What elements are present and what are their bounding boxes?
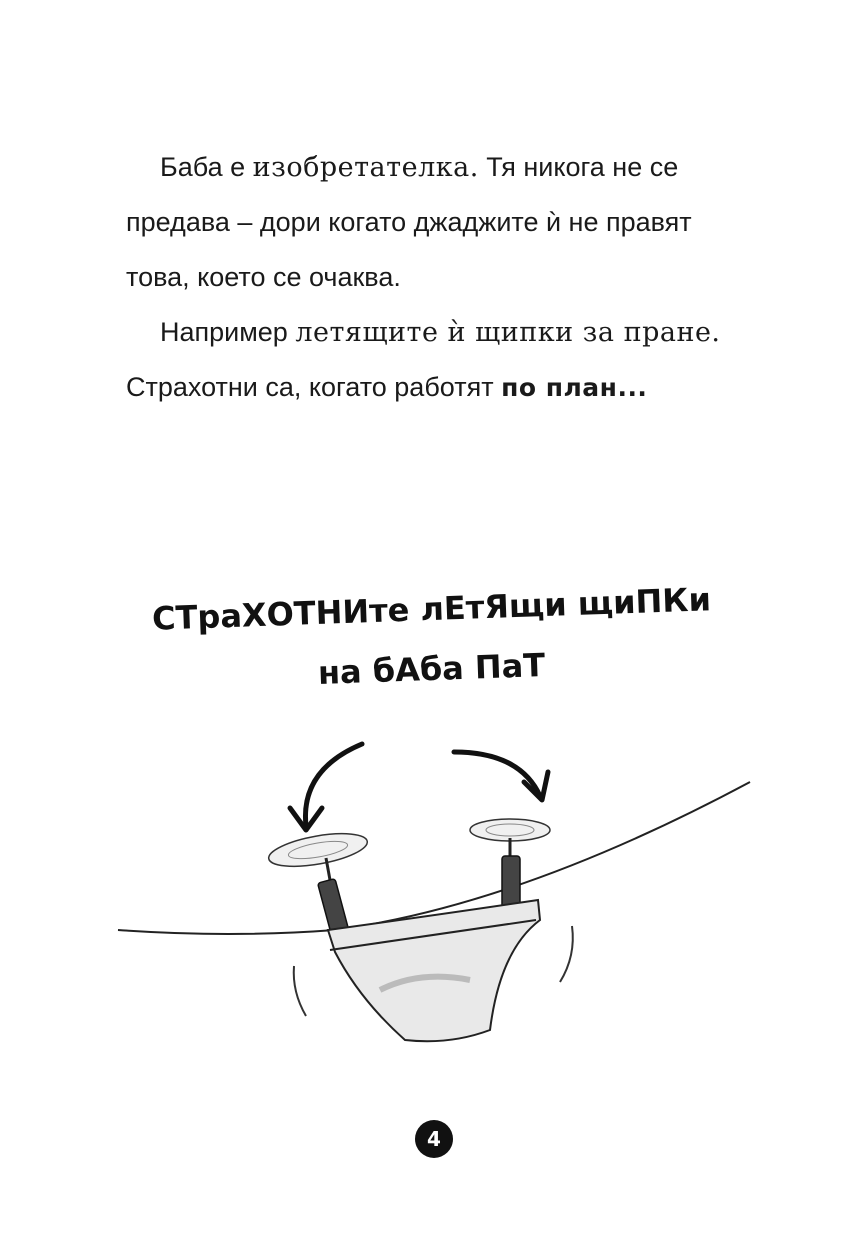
paragraph-1-end: Тя никога не се предава – дори когато джаджите ѝ не правят това, което се очаква.	[126, 152, 692, 292]
right-clothespin	[502, 856, 520, 908]
paragraph-1-emphasis: изобретателка.	[252, 152, 479, 183]
motion-line-right	[560, 926, 573, 982]
clothesline	[118, 782, 750, 934]
paragraph-1-start: Баба е	[160, 152, 253, 182]
motion-line-left	[294, 966, 306, 1016]
story-text	[126, 140, 746, 415]
paragraph-2-emphasis: летящите ѝ щипки за пране.	[295, 317, 721, 348]
paragraph-2-start: Например	[160, 317, 296, 347]
illustration-caption-line-1: СТраХОТНИте лЕтЯщи щиПКи	[151, 580, 712, 638]
page-number: 4	[415, 1120, 453, 1158]
underpants	[328, 900, 540, 1041]
left-clothespin	[318, 879, 349, 934]
paragraph-2	[126, 305, 746, 415]
paragraph-2-bold-end: по план...	[501, 373, 648, 402]
left-propeller	[266, 828, 369, 873]
flying-clothespins-illustration	[0, 730, 863, 1090]
right-arrow-icon	[454, 752, 540, 796]
paragraph-2-middle: Страхотни са, когато работят	[126, 372, 502, 402]
right-propeller	[470, 819, 550, 841]
left-arrow-icon	[305, 744, 362, 826]
illustration-caption-line-2: на бАба ПаТ	[317, 646, 546, 692]
paragraph-1	[126, 140, 746, 305]
